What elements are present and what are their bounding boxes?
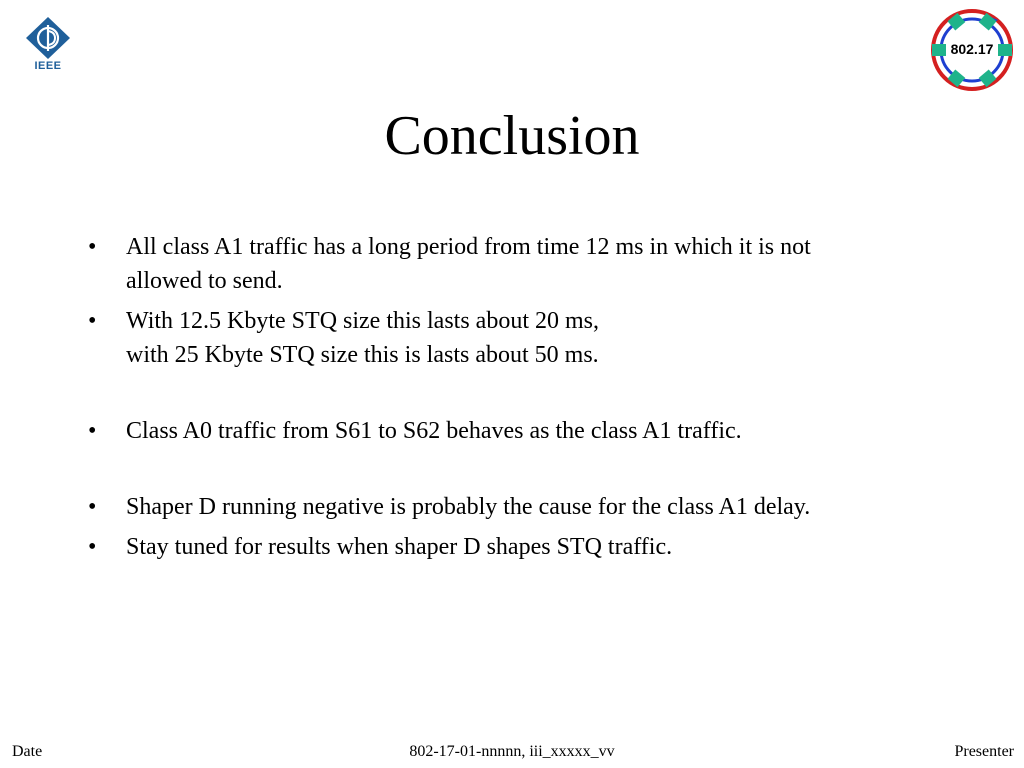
bullet-item	[88, 414, 968, 448]
bullet-text: With 12.5 Kbyte STQ size this lasts about 20 ms,	[126, 308, 600, 334]
bullet-text: Stay tuned for results when shaper D shapes STQ traffic.	[126, 534, 673, 560]
bullet-marker: •	[88, 418, 97, 444]
bullet-text: allowed to send.	[126, 268, 283, 294]
bullet-marker: •	[88, 494, 97, 520]
ieee-logo	[24, 15, 72, 75]
ring-label: 802.17	[950, 41, 994, 57]
footer-document-id: 802-17-01-nnnnn, iii_xxxxx_vv	[409, 743, 615, 760]
bullet-text: with 25 Kbyte STQ size this is lasts about 50 ms.	[126, 342, 599, 368]
bullet-text: All class A1 traffic has a long period from time 12 ms in which it is not	[126, 234, 811, 260]
bullet-marker: •	[88, 234, 97, 260]
bullet-text: Class A0 traffic from S61 to S62 behaves as the class A1 traffic.	[126, 418, 742, 444]
bullet-text: Shaper D running negative is probably the cause for the class A1 delay.	[126, 494, 811, 520]
bullet-item	[88, 304, 968, 372]
ieee-diamond-icon	[24, 15, 72, 61]
slide-title: Conclusion	[384, 105, 640, 167]
bullet-marker: •	[88, 534, 97, 560]
bullet-list	[88, 230, 968, 570]
bullet-item	[88, 530, 968, 564]
bullet-item	[88, 230, 968, 298]
ring-802-17-logo	[928, 6, 1016, 94]
slide-footer	[0, 740, 1024, 764]
bullet-marker: •	[88, 308, 97, 334]
footer-date: Date	[12, 743, 43, 760]
ieee-wordmark: IEEE	[34, 60, 62, 72]
footer-presenter: Presenter	[954, 743, 1014, 760]
bullet-item	[88, 490, 968, 524]
